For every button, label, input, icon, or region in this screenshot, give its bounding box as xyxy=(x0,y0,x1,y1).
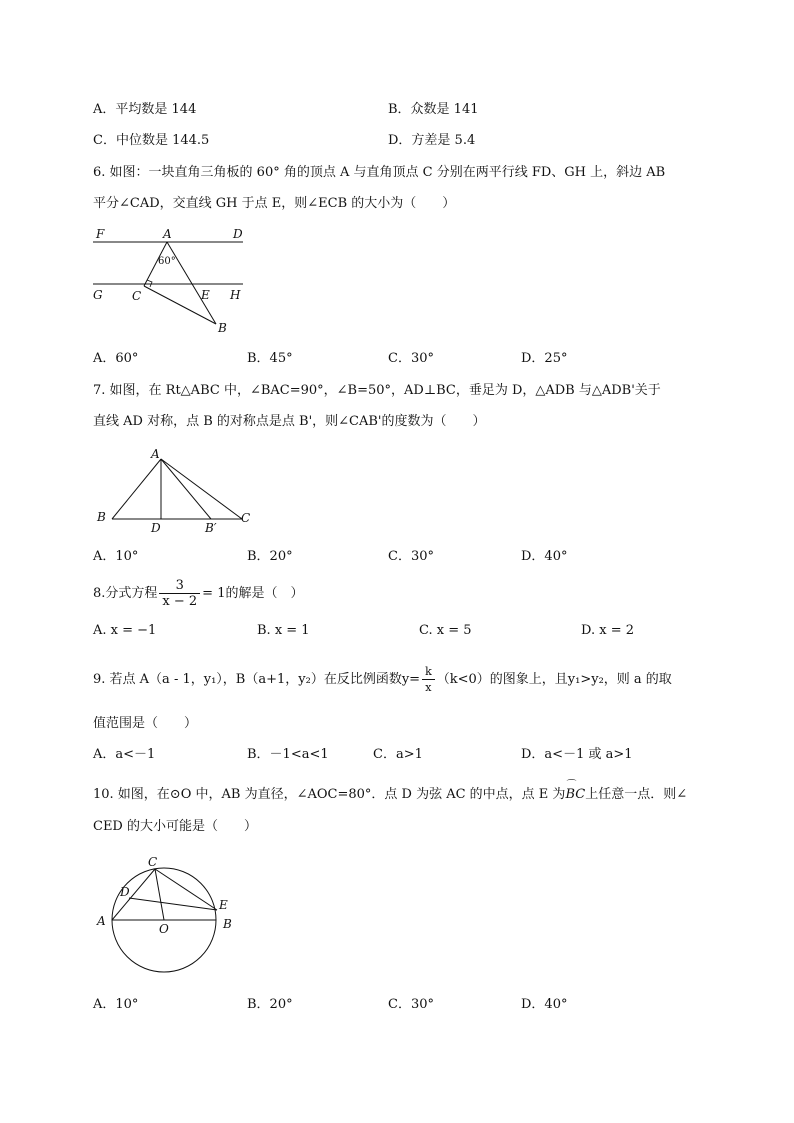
q6-text-line1: 6. 如图：一块直角三角板的 60° 角的顶点 A 与直角顶点 C 分别在两平行线 FD、GH 上，斜边 AB xyxy=(93,165,666,180)
q6-option-d: D．25° xyxy=(521,351,568,366)
q10-text-line1 xyxy=(93,786,687,804)
segment-ab xyxy=(112,459,161,519)
label-b-prime: B′ xyxy=(205,521,217,535)
label-h: H xyxy=(230,288,241,302)
q6-option-b: B．45° xyxy=(247,351,293,366)
segment-ce xyxy=(155,869,217,910)
q10-option-a: A．10° xyxy=(93,997,139,1012)
label-a: A xyxy=(163,227,172,241)
q6-option-c: C．30° xyxy=(388,351,434,366)
q5-option-b: B．众数是 141 xyxy=(388,102,479,117)
q10-text-line2: CED 的大小可能是（ ） xyxy=(93,819,257,834)
label-c: C xyxy=(132,289,142,303)
label-c: C xyxy=(241,511,251,525)
q8-option-a: A. x = −1 xyxy=(93,623,157,638)
q10-line1-pre: 10. 如图，在⊙O 中，AB 为直径，∠AOC=80°．点 D 为弦 AC 的中点，点 E 为 xyxy=(93,787,566,802)
q5-option-a: A．平均数是 144 xyxy=(93,102,197,117)
label-g: G xyxy=(93,288,103,302)
q9-option-b: B．－1<a<1 xyxy=(247,747,329,762)
q8-question xyxy=(93,577,303,611)
q8-fraction xyxy=(159,578,200,609)
label-d: D xyxy=(151,521,161,535)
q7-option-b: B．20° xyxy=(247,549,293,564)
label-b: B xyxy=(218,321,227,335)
q10-line1-post: 上任意一点．则∠ xyxy=(585,787,688,802)
q10-option-c: C．30° xyxy=(388,997,434,1012)
label-e: E xyxy=(201,288,210,302)
label-o: O xyxy=(159,922,169,936)
q7-figure xyxy=(94,444,264,536)
segment-de xyxy=(129,898,217,910)
q9-denominator: x xyxy=(425,681,432,694)
q9-option-c: C．a>1 xyxy=(373,747,423,762)
q5-option-c: C．中位数是 144.5 xyxy=(93,133,210,148)
label-b: B xyxy=(97,510,106,524)
q9-fraction xyxy=(422,664,435,695)
q7-text-line2: 直线 AD 对称，点 B 的对称点是点 B'，则∠CAB'的度数为（ ） xyxy=(93,414,486,429)
q9-prefix: 9. 若点 A（a - 1，y₁），B（a+1，y₂）在反比例函数y= xyxy=(93,672,421,687)
q9-numerator: k xyxy=(422,664,435,680)
q9-suffix: （k<0）的图象上，且y₁>y₂，则 a 的取 xyxy=(436,672,672,687)
q8-option-b: B. x = 1 xyxy=(257,623,310,638)
label-f: F xyxy=(96,227,105,241)
q10-option-d: D．40° xyxy=(521,997,568,1012)
q8-prefix: 8.分式方程 xyxy=(93,586,158,601)
q6-figure xyxy=(88,224,258,336)
label-angle-60: 60° xyxy=(158,256,176,267)
q6-option-a: A．60° xyxy=(93,351,139,366)
q10-arc-bc: ⌒ BC xyxy=(565,786,585,804)
q10-option-b: B．20° xyxy=(247,997,293,1012)
segment-ab xyxy=(167,242,216,324)
label-a: A xyxy=(151,447,160,461)
q10-figure xyxy=(92,852,242,977)
q9-text-line1 xyxy=(93,664,672,696)
label-d: D xyxy=(233,227,243,241)
label-e: E xyxy=(219,898,228,912)
q8-option-d: D. x = 2 xyxy=(581,623,634,638)
label-d: D xyxy=(120,885,130,899)
q8-numerator: 3 xyxy=(159,578,200,594)
q9-text-line2: 值范围是（ ） xyxy=(93,716,198,731)
q5-option-d: D．方差是 5.4 xyxy=(388,133,476,148)
q7-option-d: D．40° xyxy=(521,549,568,564)
q7-option-a: A．10° xyxy=(93,549,139,564)
q6-text-line2: 平分∠CAD，交直线 GH 于点 E，则∠ECB 的大小为（ ） xyxy=(93,196,456,211)
label-a: A xyxy=(97,914,106,928)
q7-text-line1: 7. 如图，在 Rt△ABC 中，∠BAC=90°，∠B=50°，AD⊥BC，垂足为 D，△ADB 与△ADB'关于 xyxy=(93,383,661,398)
q7-option-c: C．30° xyxy=(388,549,434,564)
radius-oc xyxy=(155,869,164,920)
q8-option-c: C. x = 5 xyxy=(419,623,472,638)
segment-ab-prime xyxy=(161,459,211,519)
label-c: C xyxy=(148,855,158,869)
segment-ac xyxy=(161,459,242,519)
q8-suffix: = 1的解是（ ） xyxy=(202,586,304,601)
q9-option-a: A．a<－1 xyxy=(93,747,156,762)
q9-option-d: D．a<－1 或 a>1 xyxy=(521,747,633,762)
q8-denominator: x − 2 xyxy=(162,594,198,609)
label-b: B xyxy=(223,917,232,931)
